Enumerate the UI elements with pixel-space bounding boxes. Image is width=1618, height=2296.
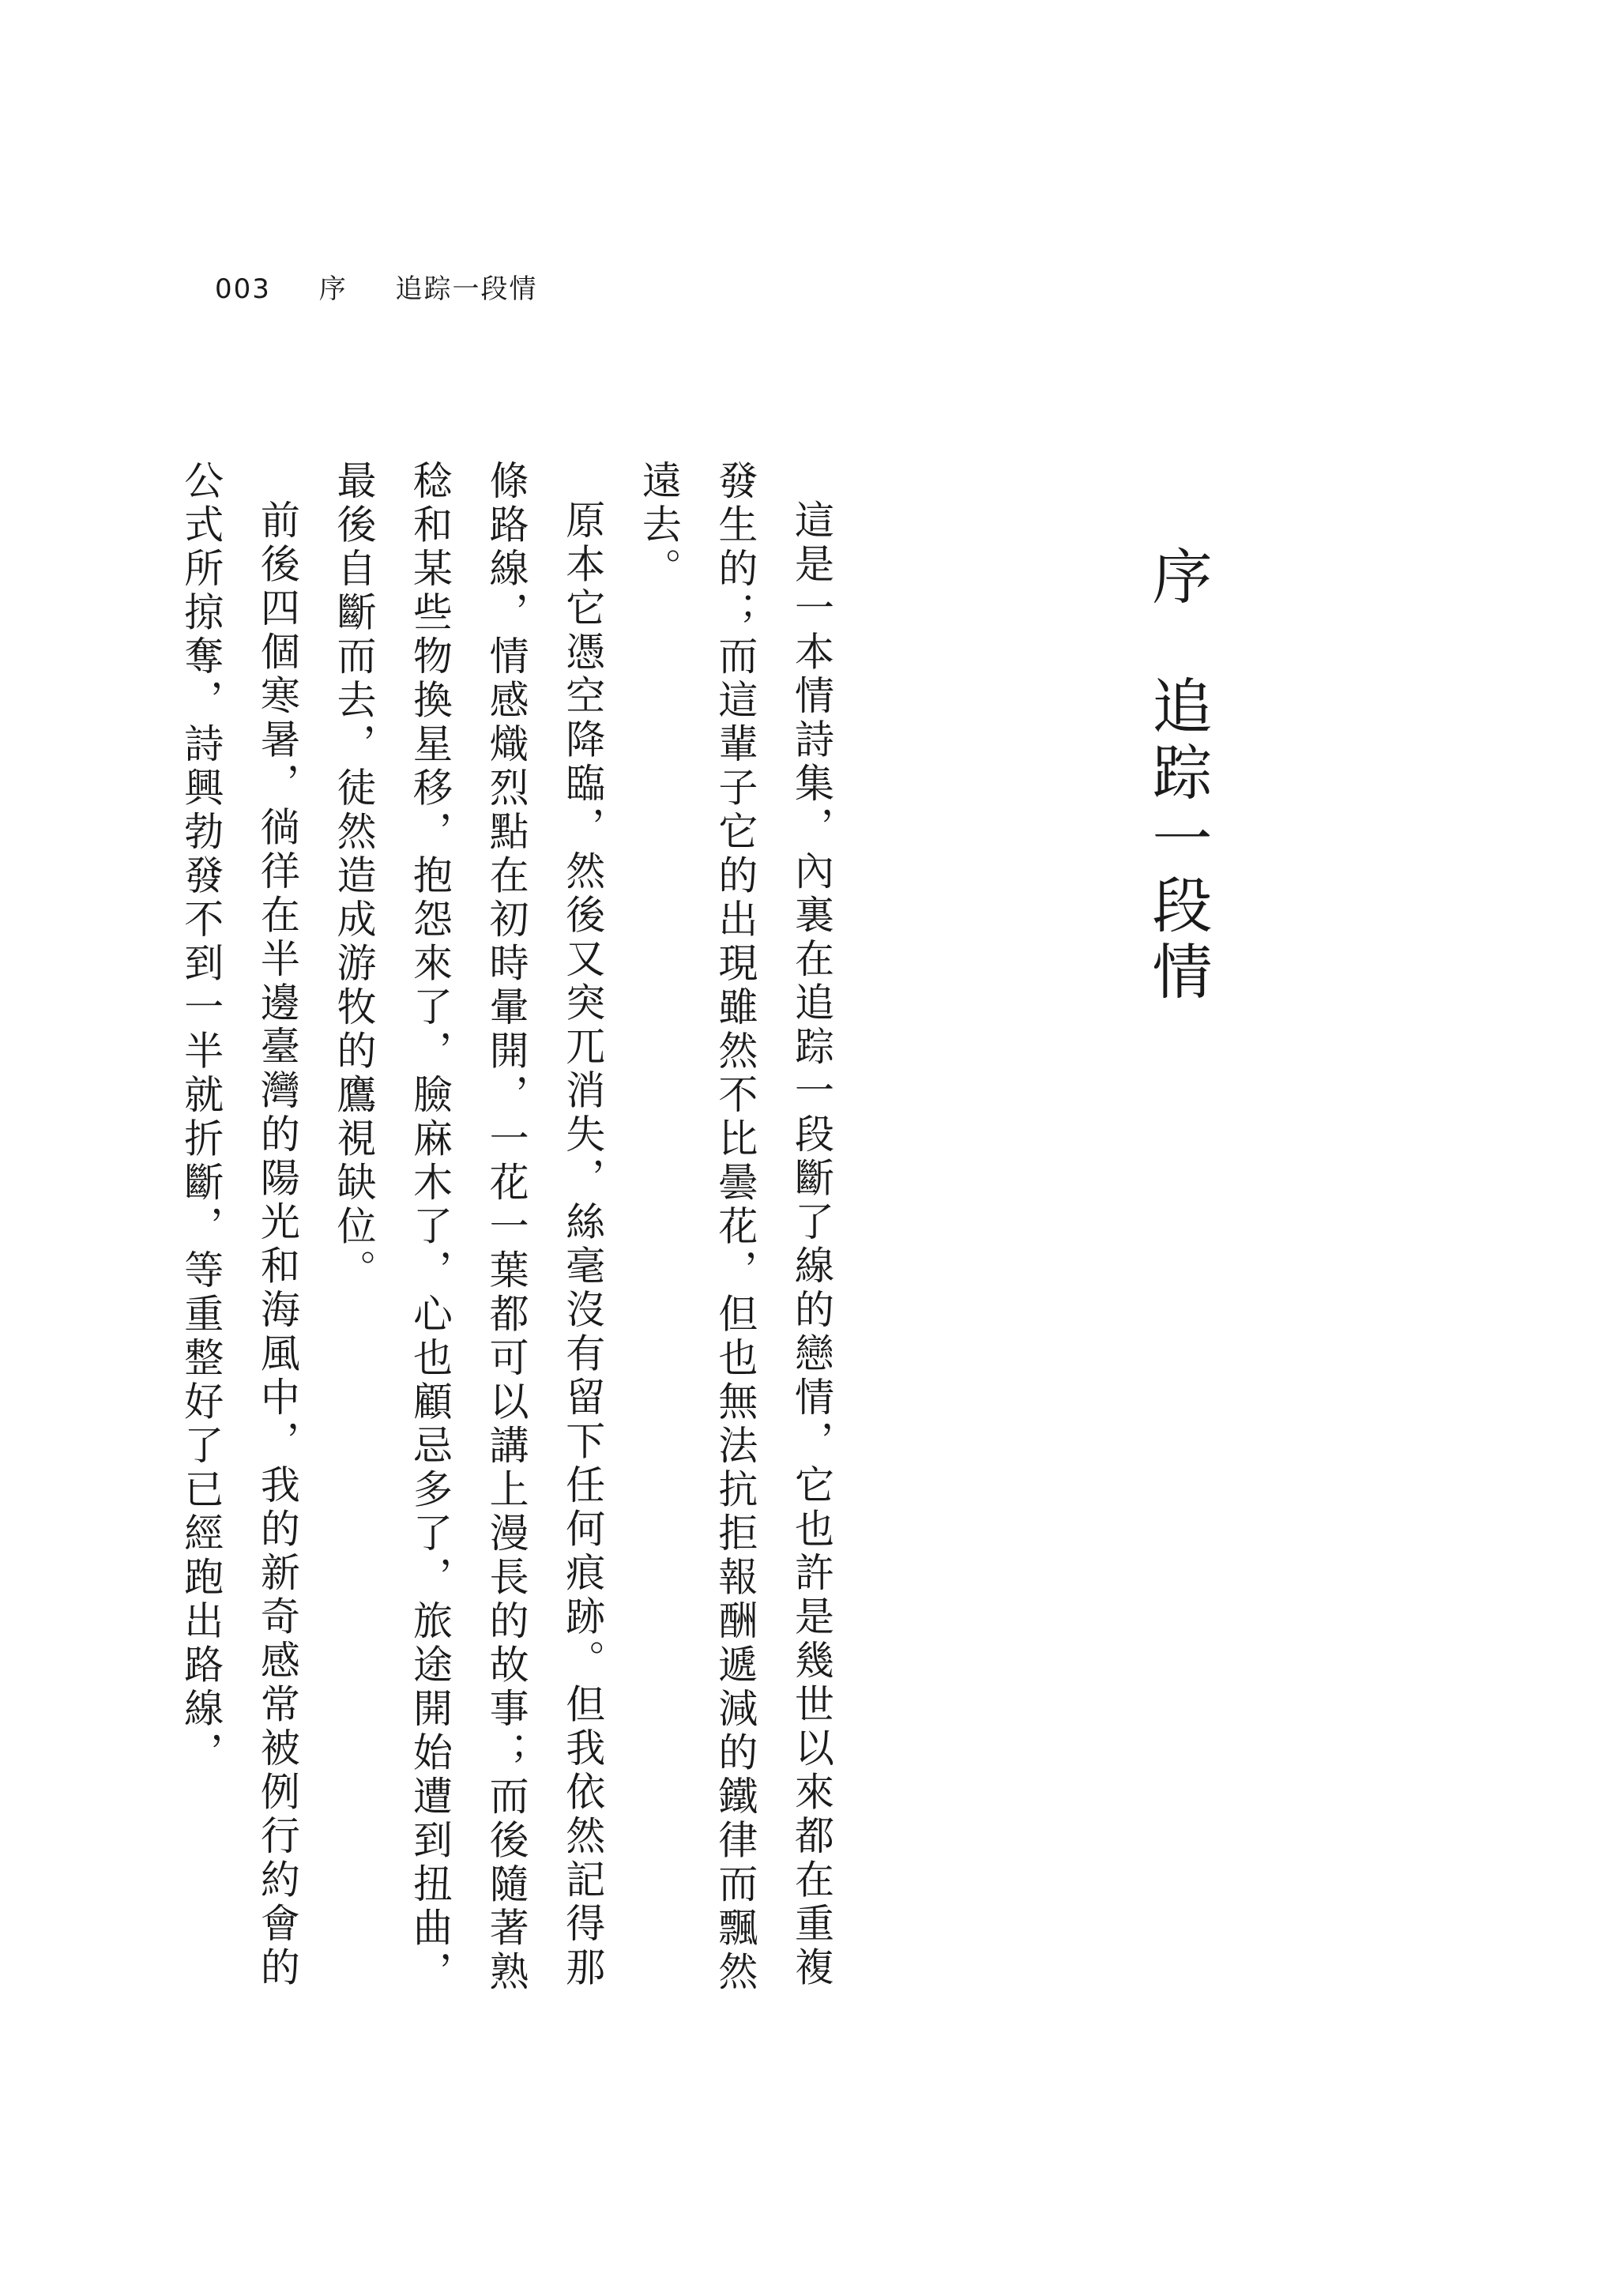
chapter-label: 序 bbox=[1142, 545, 1213, 612]
paragraph-2: 原本它憑空降臨，然後又突兀消失，絲毫沒有留下任何痕跡。但我依然記得那條路線，情感熾烈點在初時暈開，一花一葉都可以講上漫長的故事；而後隨著熟稔和某些物換星移，抱怨來了，臉麻木了，心也顧忌多了，旅途開始遭到扭曲，最後自斷而去，徒然造成游牧的鷹視缺位。 bbox=[330, 460, 606, 1995]
header-title: 追踪一段情 bbox=[395, 273, 538, 305]
paragraph-1: 這是一本情詩集，內裏在追踪一段斷了線的戀情，它也許是幾世以來都在重複發生的；而這輩子它的出現雖然不比曇花，但也無法抗拒報酬遞減的鐵律而飄然遠去。 bbox=[635, 460, 834, 1995]
chapter-title bbox=[1130, 545, 1217, 1146]
paragraph-3: 前後四個寒暑，徜徉在半邊臺灣的陽光和海風中，我的新奇感常被例行約會的公式所掠奪，詩興勃發不到一半就折斷，等重整好了已經跑出路線， bbox=[178, 460, 300, 1990]
chapter-title-text: 追踪一段情 bbox=[1142, 675, 1213, 1007]
running-header bbox=[215, 267, 538, 311]
header-section: 序 bbox=[318, 273, 348, 305]
page-number: 003 bbox=[215, 273, 271, 305]
body-text bbox=[178, 460, 849, 2024]
